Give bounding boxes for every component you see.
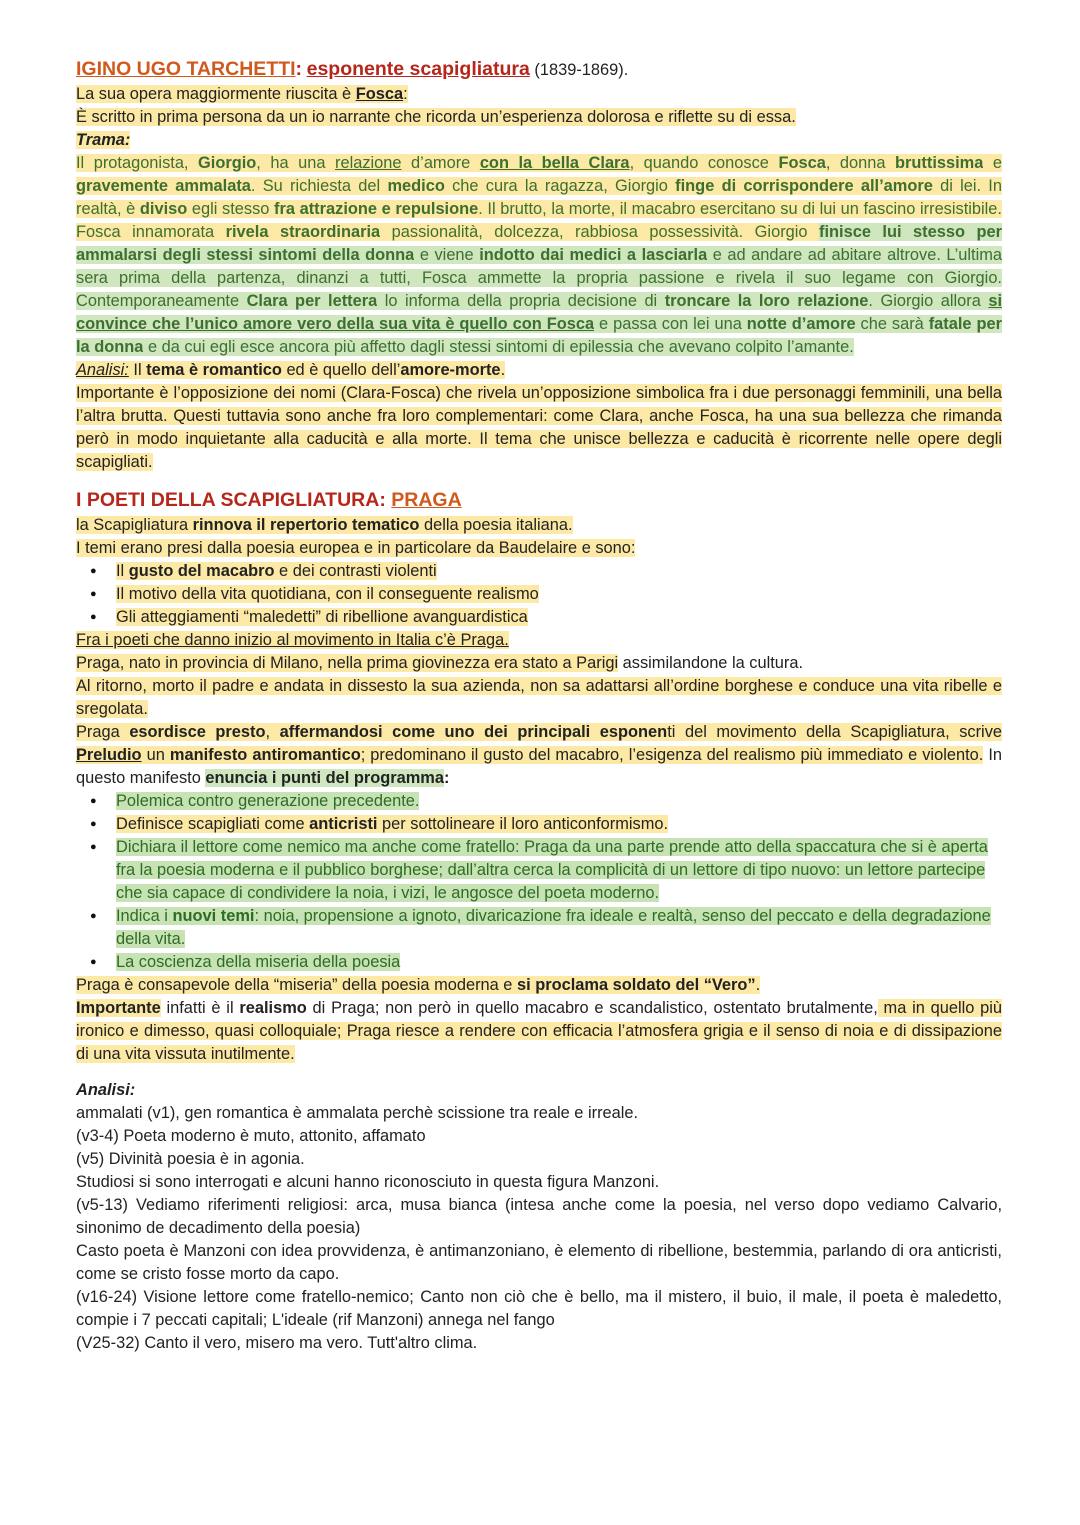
analisi-line: ammalati (v1), gen romantica è ammalata perchè scissione tra reale e irreale. (76, 1104, 639, 1122)
list-item: ● Dichiara il lettore come nemico ma anche come fratello: Praga da una parte prende atto della spaccatura che si è aperta fra la poesia moderna e il pubblico borghese; dall’altra cerca la complicità di un lettore di tipo nuovo: un lettore partecipe che sia capace di condividere la noia, i vizi, le angosce del poeta moderno. (116, 836, 1002, 905)
list-item: ● Gli atteggiamenti “maledetti” di ribellione avanguardistica (116, 606, 1002, 629)
analisi-line: (v5-13) Vediamo riferimenti religiosi: arca, musa bianca (intesa anche come la poesia, nel verso dopo vediamo Calvario, sinonimo de decadimento della poesia) (76, 1196, 1002, 1237)
analisi-line: (V25-32) Canto il vero, misero ma vero. Tutt'altro clima. (76, 1334, 478, 1352)
list-item: ● Definisce scapigliati come anticristi per sottolineare il loro anticonformismo. (116, 813, 1002, 836)
list-item: ● Il motivo della vita quotidiana, con il conseguente realismo (116, 583, 1002, 606)
temi-line: I temi erano presi dalla poesia europea e in particolare da Baudelaire e sono: (76, 539, 636, 557)
list-item: ● Il gusto del macabro e dei contrasti violenti (116, 560, 1002, 583)
analisi-tema: Analisi: Il tema è romantico ed è quello dell’amore-morte. (76, 361, 506, 379)
ritorno-paragraph: Al ritorno, morto il padre e andata in dissesto la sua azienda, non sa adattarsi all’ordine borghese e conduce una vita ribelle e sregolata. (76, 677, 1002, 718)
nato-line: Praga, nato in provincia di Milano, nella prima giovinezza era stato a Parigi assimilandone la cultura. (76, 654, 804, 672)
trama-label: Trama: (76, 131, 131, 149)
trama-paragraph: Il protagonista, Giorgio, ha una relazione d’amore con la bella Clara, quando conosce Fosca, donna bruttissima e gravemente ammalata. Su richiesta del medico che cura la ragazza, Giorgio finge di corrispondere all’amore di lei. In realtà, è diviso egli stesso fra attrazione e repulsione. Il brutto, la morte, il macabro esercitano su di lui un fascino irresistibile. Fosca innamorata rivela straordinaria passionalità, dolcezza, rabbiosa possessività. Giorgio finisce lui stesso per ammalarsi degli stessi sintomi della donna e viene indotto dai medici a lasciarla e ad andare ad abitare altrove. L’ultima sera prima della partenza, dinanzi a tutti, Fosca ammette la propria passione e rivela il suo legame con Giorgio. Contemporaneamente Clara per lettera lo informa della propria decisione di troncare la loro relazione. Giorgio allora si convince che l’unico amore vero della sua vita è quello con Fosca e passa con lei una notte d’amore che sarà fatale per la donna e da cui egli esce ancora più affetto dagli stessi sintomi di epilessia che avevano colpito l’amante. (76, 154, 1003, 356)
programma-list (76, 790, 1002, 974)
document-page (76, 56, 1002, 1355)
poeti-title: I POETI DELLA SCAPIGLIATURA: PRAGA (76, 489, 462, 511)
importante-paragraph: Importante è l’opposizione dei nomi (Clara-Fosca) che rivela un’opposizione simbolica fra i due personaggi femminili, una bella l’altra brutta. Questi tuttavia sono anche fra loro complementari: come Clara, anche Fosca, ha una sua bellezza che rimanda però in modo inquietante alla caducità e alla morte. Il tema che unisce bellezza e caducità è ricorrente nelle opere degli scapigliati. (76, 384, 1002, 471)
analisi-line: (v5) Divinità poesia è in agonia. (76, 1150, 305, 1168)
list-item: ● La coscienza della miseria della poesia (116, 951, 1002, 974)
rinnova-line: la Scapigliatura rinnova il repertorio tematico della poesia italiana. (76, 516, 573, 534)
fra-poeti-line: Fra i poeti che danno inizio al movimento in Italia c’è Praga. (76, 631, 509, 649)
realismo-paragraph: Importante infatti è il realismo di Praga; non però in quello macabro e scandalistico, ostentato brutalmente, ma in quello più ironico e dimesso, quasi colloquiale; Praga riesce a rendere con efficacia l’atmosfera grigia e il senso di noia e di dissipazione di una vita vissuta inutilmente. (76, 999, 1002, 1063)
list-item: ● Indica i nuovi temi: noia, propensione a ignoto, divaricazione fra ideale e realtà, senso del peccato e della degradazione della vita. (116, 905, 1002, 951)
list-item: ● Polemica contro generazione precedente. (116, 790, 1002, 813)
scritto-line: È scritto in prima persona da un io narrante che ricorda un’esperienza dolorosa e riflette su di essa. (76, 108, 796, 126)
esordisce-paragraph: Praga esordisce presto, affermandosi come uno dei principali esponenti del movimento della Scapigliatura, scrive Preludio un manifesto antiromantico; predominano il gusto del macabro, l’esigenza del realismo più immediato e violento. In questo manifesto enuncia i punti del programma: (76, 723, 1003, 787)
analisi-label: Analisi: (76, 1081, 136, 1099)
opera-line: La sua opera maggiormente riuscita è Fosca: (76, 85, 408, 103)
analisi-line: Casto poeta è Manzoni con idea provvidenza, è antimanzoniano, è elemento di ribellione, bestemmia, parlando di ora anticristi, come se cristo fosse morto da capo. (76, 1242, 1002, 1283)
temi-list (76, 560, 1002, 629)
analisi-line: (v16-24) Visione lettore come fratello-nemico; Canto non ciò che è bello, ma il mistero, il buio, il male, il poeta è maledetto, compie i 7 peccati capitali; L'ideale (rif Manzoni) annega nel fango (76, 1288, 1002, 1329)
author-name: IGINO UGO TARCHETTI (76, 58, 296, 80)
author-role: esponente scapigliatura (306, 58, 530, 80)
tarchetti-title: IGINO UGO TARCHETTI: esponente scapigliatura (1839-1869). (76, 58, 629, 80)
analisi-line: (v3-4) Poeta moderno è muto, attonito, affamato (76, 1127, 426, 1145)
consapevole-line: Praga è consapevole della “miseria” della poesia moderna e si proclama soldato del “Vero”. (76, 976, 761, 994)
analisi-line: Studiosi si sono interrogati e alcuni hanno riconosciuto in questa figura Manzoni. (76, 1173, 660, 1191)
author-dates: (1839-1869). (534, 61, 629, 79)
